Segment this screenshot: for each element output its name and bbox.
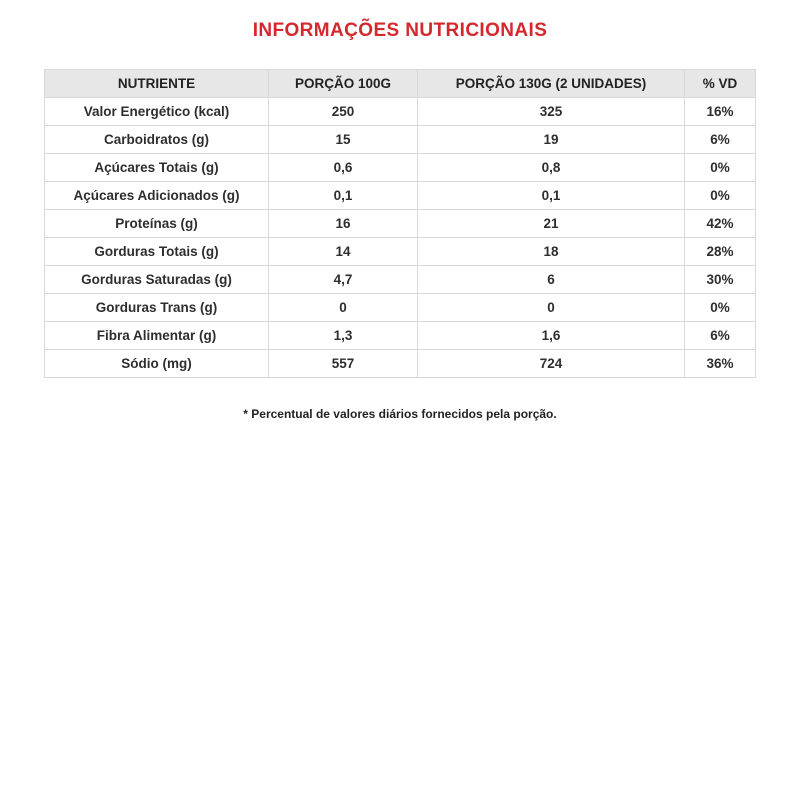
cell-portion-130g: 18 xyxy=(418,238,685,266)
table-row xyxy=(45,98,756,126)
cell-portion-100g: 557 xyxy=(269,350,418,378)
header-nutrient: NUTRIENTE xyxy=(45,70,269,98)
table-body xyxy=(45,98,756,378)
table-row xyxy=(45,182,756,210)
cell-vd: 30% xyxy=(685,266,756,294)
cell-portion-130g: 19 xyxy=(418,126,685,154)
table-row xyxy=(45,322,756,350)
cell-portion-100g: 0,6 xyxy=(269,154,418,182)
cell-nutrient: Carboidratos (g) xyxy=(45,126,269,154)
cell-portion-100g: 250 xyxy=(269,98,418,126)
cell-portion-100g: 14 xyxy=(269,238,418,266)
table-row xyxy=(45,266,756,294)
cell-vd: 6% xyxy=(685,126,756,154)
cell-vd: 0% xyxy=(685,154,756,182)
cell-portion-100g: 0,1 xyxy=(269,182,418,210)
cell-vd: 6% xyxy=(685,322,756,350)
cell-portion-100g: 0 xyxy=(269,294,418,322)
cell-portion-130g: 0,1 xyxy=(418,182,685,210)
cell-portion-100g: 15 xyxy=(269,126,418,154)
nutrition-table xyxy=(44,69,756,378)
cell-portion-130g: 0 xyxy=(418,294,685,322)
cell-nutrient: Gorduras Trans (g) xyxy=(45,294,269,322)
cell-nutrient: Valor Energético (kcal) xyxy=(45,98,269,126)
table-row xyxy=(45,238,756,266)
cell-portion-130g: 21 xyxy=(418,210,685,238)
table-row xyxy=(45,126,756,154)
cell-vd: 42% xyxy=(685,210,756,238)
cell-vd: 36% xyxy=(685,350,756,378)
cell-portion-100g: 4,7 xyxy=(269,266,418,294)
table-header xyxy=(45,70,756,98)
cell-nutrient: Gorduras Totais (g) xyxy=(45,238,269,266)
header-portion-100g: PORÇÃO 100G xyxy=(269,70,418,98)
cell-vd: 16% xyxy=(685,98,756,126)
table-row xyxy=(45,294,756,322)
cell-portion-100g: 1,3 xyxy=(269,322,418,350)
cell-vd: 0% xyxy=(685,294,756,322)
cell-nutrient: Gorduras Saturadas (g) xyxy=(45,266,269,294)
cell-portion-100g: 16 xyxy=(269,210,418,238)
table-row xyxy=(45,210,756,238)
table-row xyxy=(45,350,756,378)
cell-portion-130g: 1,6 xyxy=(418,322,685,350)
table-row xyxy=(45,154,756,182)
cell-portion-130g: 0,8 xyxy=(418,154,685,182)
cell-nutrient: Açúcares Totais (g) xyxy=(45,154,269,182)
cell-vd: 28% xyxy=(685,238,756,266)
page-title: INFORMAÇÕES NUTRICIONAIS xyxy=(252,20,548,41)
cell-portion-130g: 325 xyxy=(418,98,685,126)
table-header-row xyxy=(45,70,756,98)
cell-nutrient: Sódio (mg) xyxy=(45,350,269,378)
cell-nutrient: Fibra Alimentar (g) xyxy=(45,322,269,350)
daily-values-footnote: * Percentual de valores diários fornecidos pela porção. xyxy=(243,407,557,421)
cell-nutrient: Proteínas (g) xyxy=(45,210,269,238)
header-vd-percent: % VD xyxy=(685,70,756,98)
header-portion-130g: PORÇÃO 130G (2 UNIDADES) xyxy=(418,70,685,98)
cell-vd: 0% xyxy=(685,182,756,210)
cell-nutrient: Açúcares Adicionados (g) xyxy=(45,182,269,210)
cell-portion-130g: 6 xyxy=(418,266,685,294)
cell-portion-130g: 724 xyxy=(418,350,685,378)
